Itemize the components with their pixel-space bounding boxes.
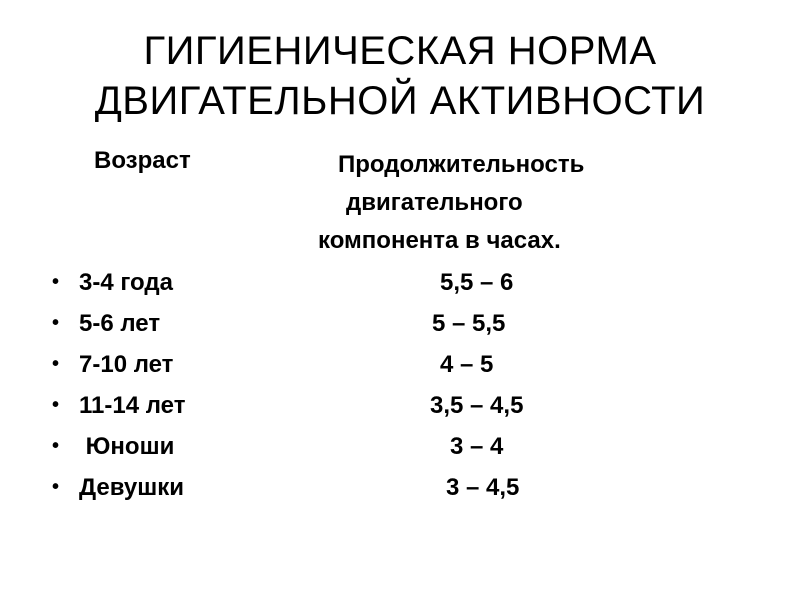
duration-value: 5 – 5,5 [432, 310, 506, 337]
bullet-icon: • [52, 312, 60, 334]
column-header-age: Возраст [94, 147, 191, 174]
age-group: Девушки [79, 474, 185, 501]
list-item [52, 303, 752, 344]
duration-value: 3 – 4,5 [446, 474, 520, 501]
column-header-duration-line-2: двигательного [346, 189, 523, 216]
norm-list [52, 262, 752, 508]
age-group: 3-4 года [79, 269, 173, 296]
bullet-icon: • [52, 476, 60, 498]
column-header-duration-line-1: Продолжительность [338, 151, 585, 178]
bullet-icon: • [52, 394, 60, 416]
bullet-icon: • [52, 271, 60, 293]
age-group: 5-6 лет [79, 310, 161, 337]
slide-title-line-1: ГИГИЕНИЧЕСКАЯ НОРМА [143, 29, 657, 73]
list-item [52, 344, 752, 385]
bullet-icon: • [52, 353, 60, 375]
duration-value: 4 – 5 [440, 351, 494, 378]
list-item [52, 426, 752, 467]
age-group: 11-14 лет [79, 392, 186, 419]
bullet-icon: • [52, 435, 60, 457]
list-item [52, 385, 752, 426]
duration-value: 3 – 4 [450, 433, 504, 460]
column-header-duration [290, 146, 710, 260]
age-group: Юноши [79, 433, 175, 460]
slide-title-line-2: ДВИГАТЕЛЬНОЙ АКТИВНОСТИ [94, 79, 706, 123]
slide-title [0, 26, 800, 126]
list-item [52, 467, 752, 508]
list-item [52, 262, 752, 303]
column-header-duration-line-3: компонента в часах. [318, 227, 561, 254]
duration-value: 3,5 – 4,5 [430, 392, 524, 419]
age-group: 7-10 лет [79, 351, 174, 378]
duration-value: 5,5 – 6 [440, 269, 514, 296]
